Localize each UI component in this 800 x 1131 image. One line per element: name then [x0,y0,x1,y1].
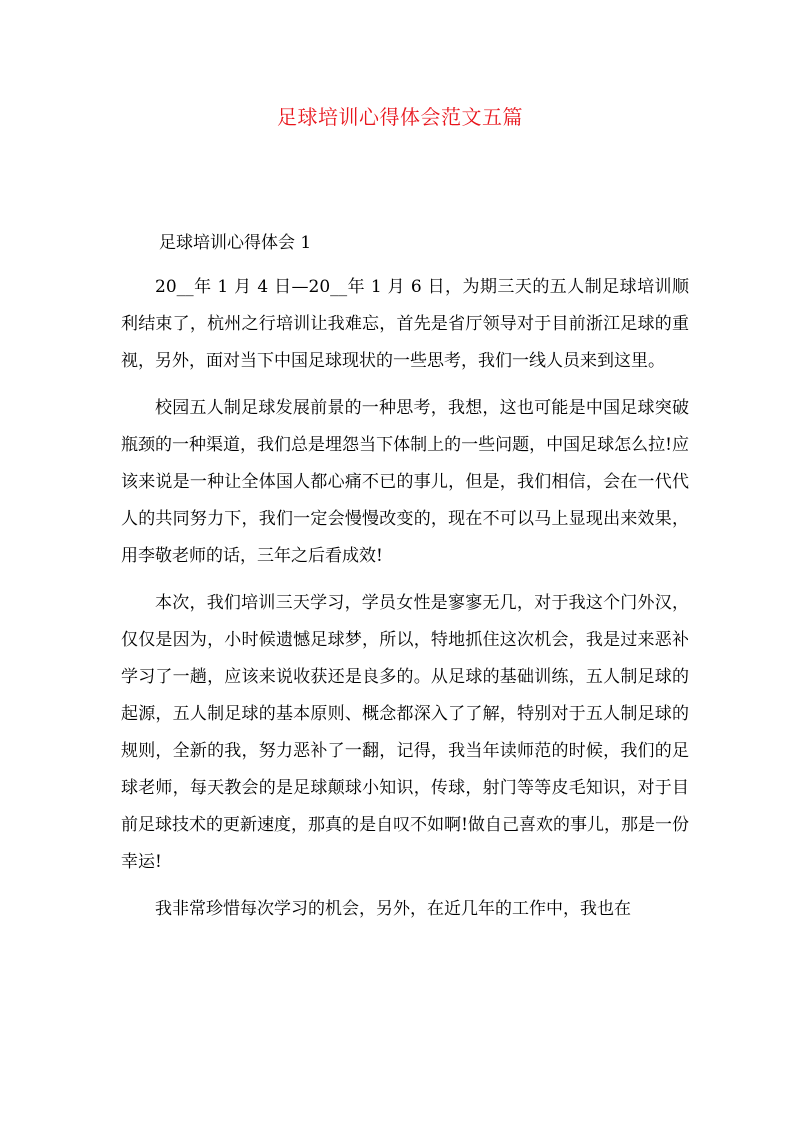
document-title: 足球培训心得体会范文五篇 [277,105,523,129]
section-heading: 足球培训心得体会 1 [159,233,312,253]
paragraph: 本次，我们培训三天学习，学员女性是寥寥无几，对于我这个门外汉，仅仅是因为，小时候遗憾足球梦，所以，特地抓住这次机会，我是过来恶补学习了一趟，应该来说收获还是良多的。从足球的基础训练，五人制足球的起源，五人制足球的基本原则、概念都深入了了解，特别对于五人制足球的规则，全新的我，努力恶补了一翻，记得，我当年读师范的时候，我们的足球老师，每天教会的是足球颠球小知识，传球，射门等等皮毛知识，对于目前足球技术的更新速度，那真的是自叹不如啊!做自己喜欢的事儿，那是一份幸运! [121,593,689,872]
document-body [121,269,689,928]
paragraph: 校园五人制足球发展前景的一种思考，我想，这也可能是中国足球突破瓶颈的一种渠道，我们总是埋怨当下体制上的一些问题，中国足球怎么拉!应该来说是一种让全体国人都心痛不已的事儿，但是，我们相信，会在一代代人的共同努力下，我们一定会慢慢改变的，现在不可以马上显现出来效果，用李敬老师的话，三年之后看成效! [121,398,689,566]
paragraph: 我非常珍惜每次学习的机会，另外，在近几年的工作中，我也在 [155,899,631,919]
paragraph: 20__年 1 月 4 日—20__年 1 月 6 日，为期三天的五人制足球培训顺利结束了，杭州之行培训让我难忘，首先是省厅领导对于目前浙江足球的重视，另外，面对当下中国足球现状的一些思考，我们一线人员来到这里。 [121,277,689,371]
